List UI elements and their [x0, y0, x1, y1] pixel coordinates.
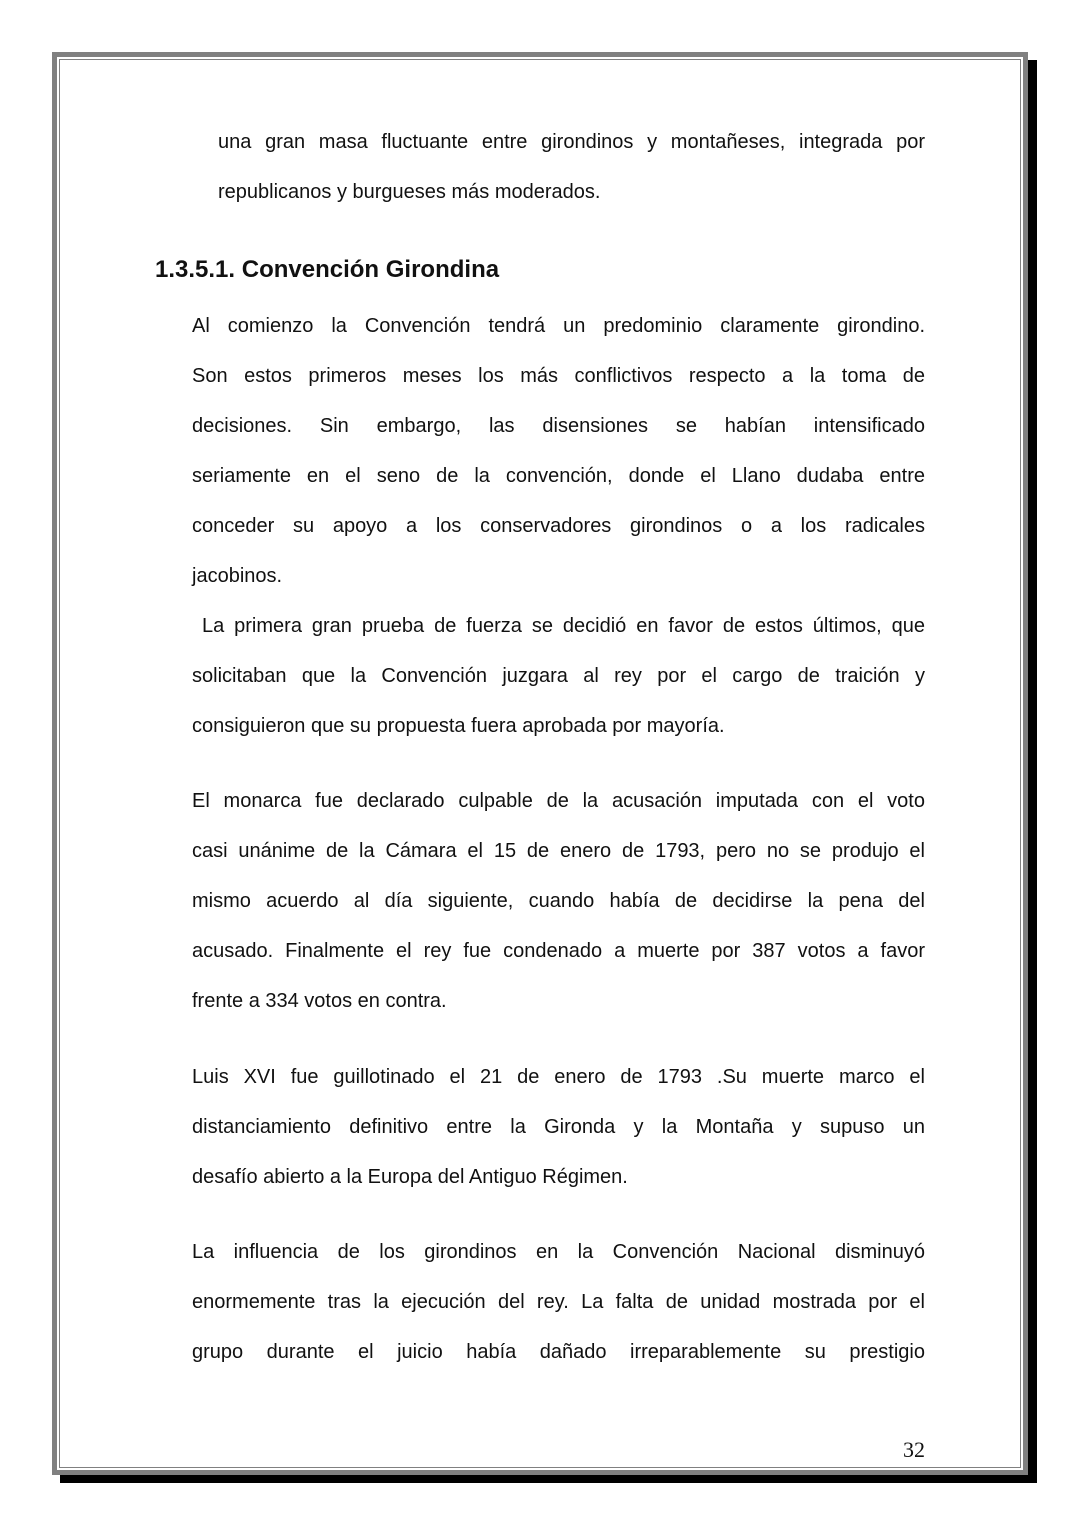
text-line: acusado. Finalmente el rey fue condenado a muerte por 387 votos a favor — [192, 940, 925, 962]
text-line: desafío abierto a la Europa del Antiguo Régimen. — [192, 1166, 628, 1188]
text-line: La primera gran prueba de fuerza se decidió en favor de estos últimos, que — [192, 615, 925, 637]
page-number: 32 — [903, 1437, 925, 1462]
text-line: jacobinos. — [192, 565, 283, 587]
text-line: solicitaban que la Convención juzgara al rey por el cargo de traición y — [192, 665, 925, 687]
text-line: una gran masa fluctuante entre girondinos y montañeses, integrada por — [218, 131, 925, 153]
text-line: consiguieron que su propuesta fuera aprobada por mayoría. — [192, 715, 725, 737]
text-line: Luis XVI fue guillotinado el 21 de enero de 1793 .Su muerte marco el — [192, 1066, 925, 1088]
text-line: enormemente tras la ejecución del rey. La falta de unidad mostrada por el — [192, 1291, 925, 1313]
text-line: grupo durante el juicio había dañado irreparablemente su prestigio — [192, 1341, 925, 1363]
text-line: distanciamiento definitivo entre la Gironda y la Montaña y supuso un — [192, 1116, 925, 1138]
paragraph — [192, 776, 925, 1026]
paragraph — [192, 1052, 925, 1202]
paragraph — [192, 301, 925, 751]
text-line: decisiones. Sin embargo, las disensiones se habían intensificado — [192, 415, 925, 437]
text-line: seriamente en el seno de la convención, donde el Llano dudaba entre — [192, 465, 925, 487]
text-line: conceder su apoyo a los conservadores girondinos o a los radicales — [192, 515, 925, 537]
text-line: frente a 334 votos en contra. — [192, 990, 447, 1012]
paragraph — [192, 1227, 925, 1377]
text-line: Al comienzo la Convención tendrá un predominio claramente girondino. — [192, 315, 925, 337]
text-line: Son estos primeros meses los más conflictivos respecto a la toma de — [192, 365, 925, 387]
text-line: casi unánime de la Cámara el 15 de enero de 1793, pero no se produjo el — [192, 840, 925, 862]
text-line: El monarca fue declarado culpable de la acusación imputada con el voto — [192, 790, 925, 812]
text-line: mismo acuerdo al día siguiente, cuando había de decidirse la pena del — [192, 890, 925, 912]
section-heading: 1.3.5.1. Convención Girondina — [155, 256, 500, 283]
paragraph-intro — [218, 117, 925, 217]
text-line: republicanos y burgueses más moderados. — [218, 181, 601, 203]
text-line: La influencia de los girondinos en la Convención Nacional disminuyó — [192, 1241, 925, 1263]
